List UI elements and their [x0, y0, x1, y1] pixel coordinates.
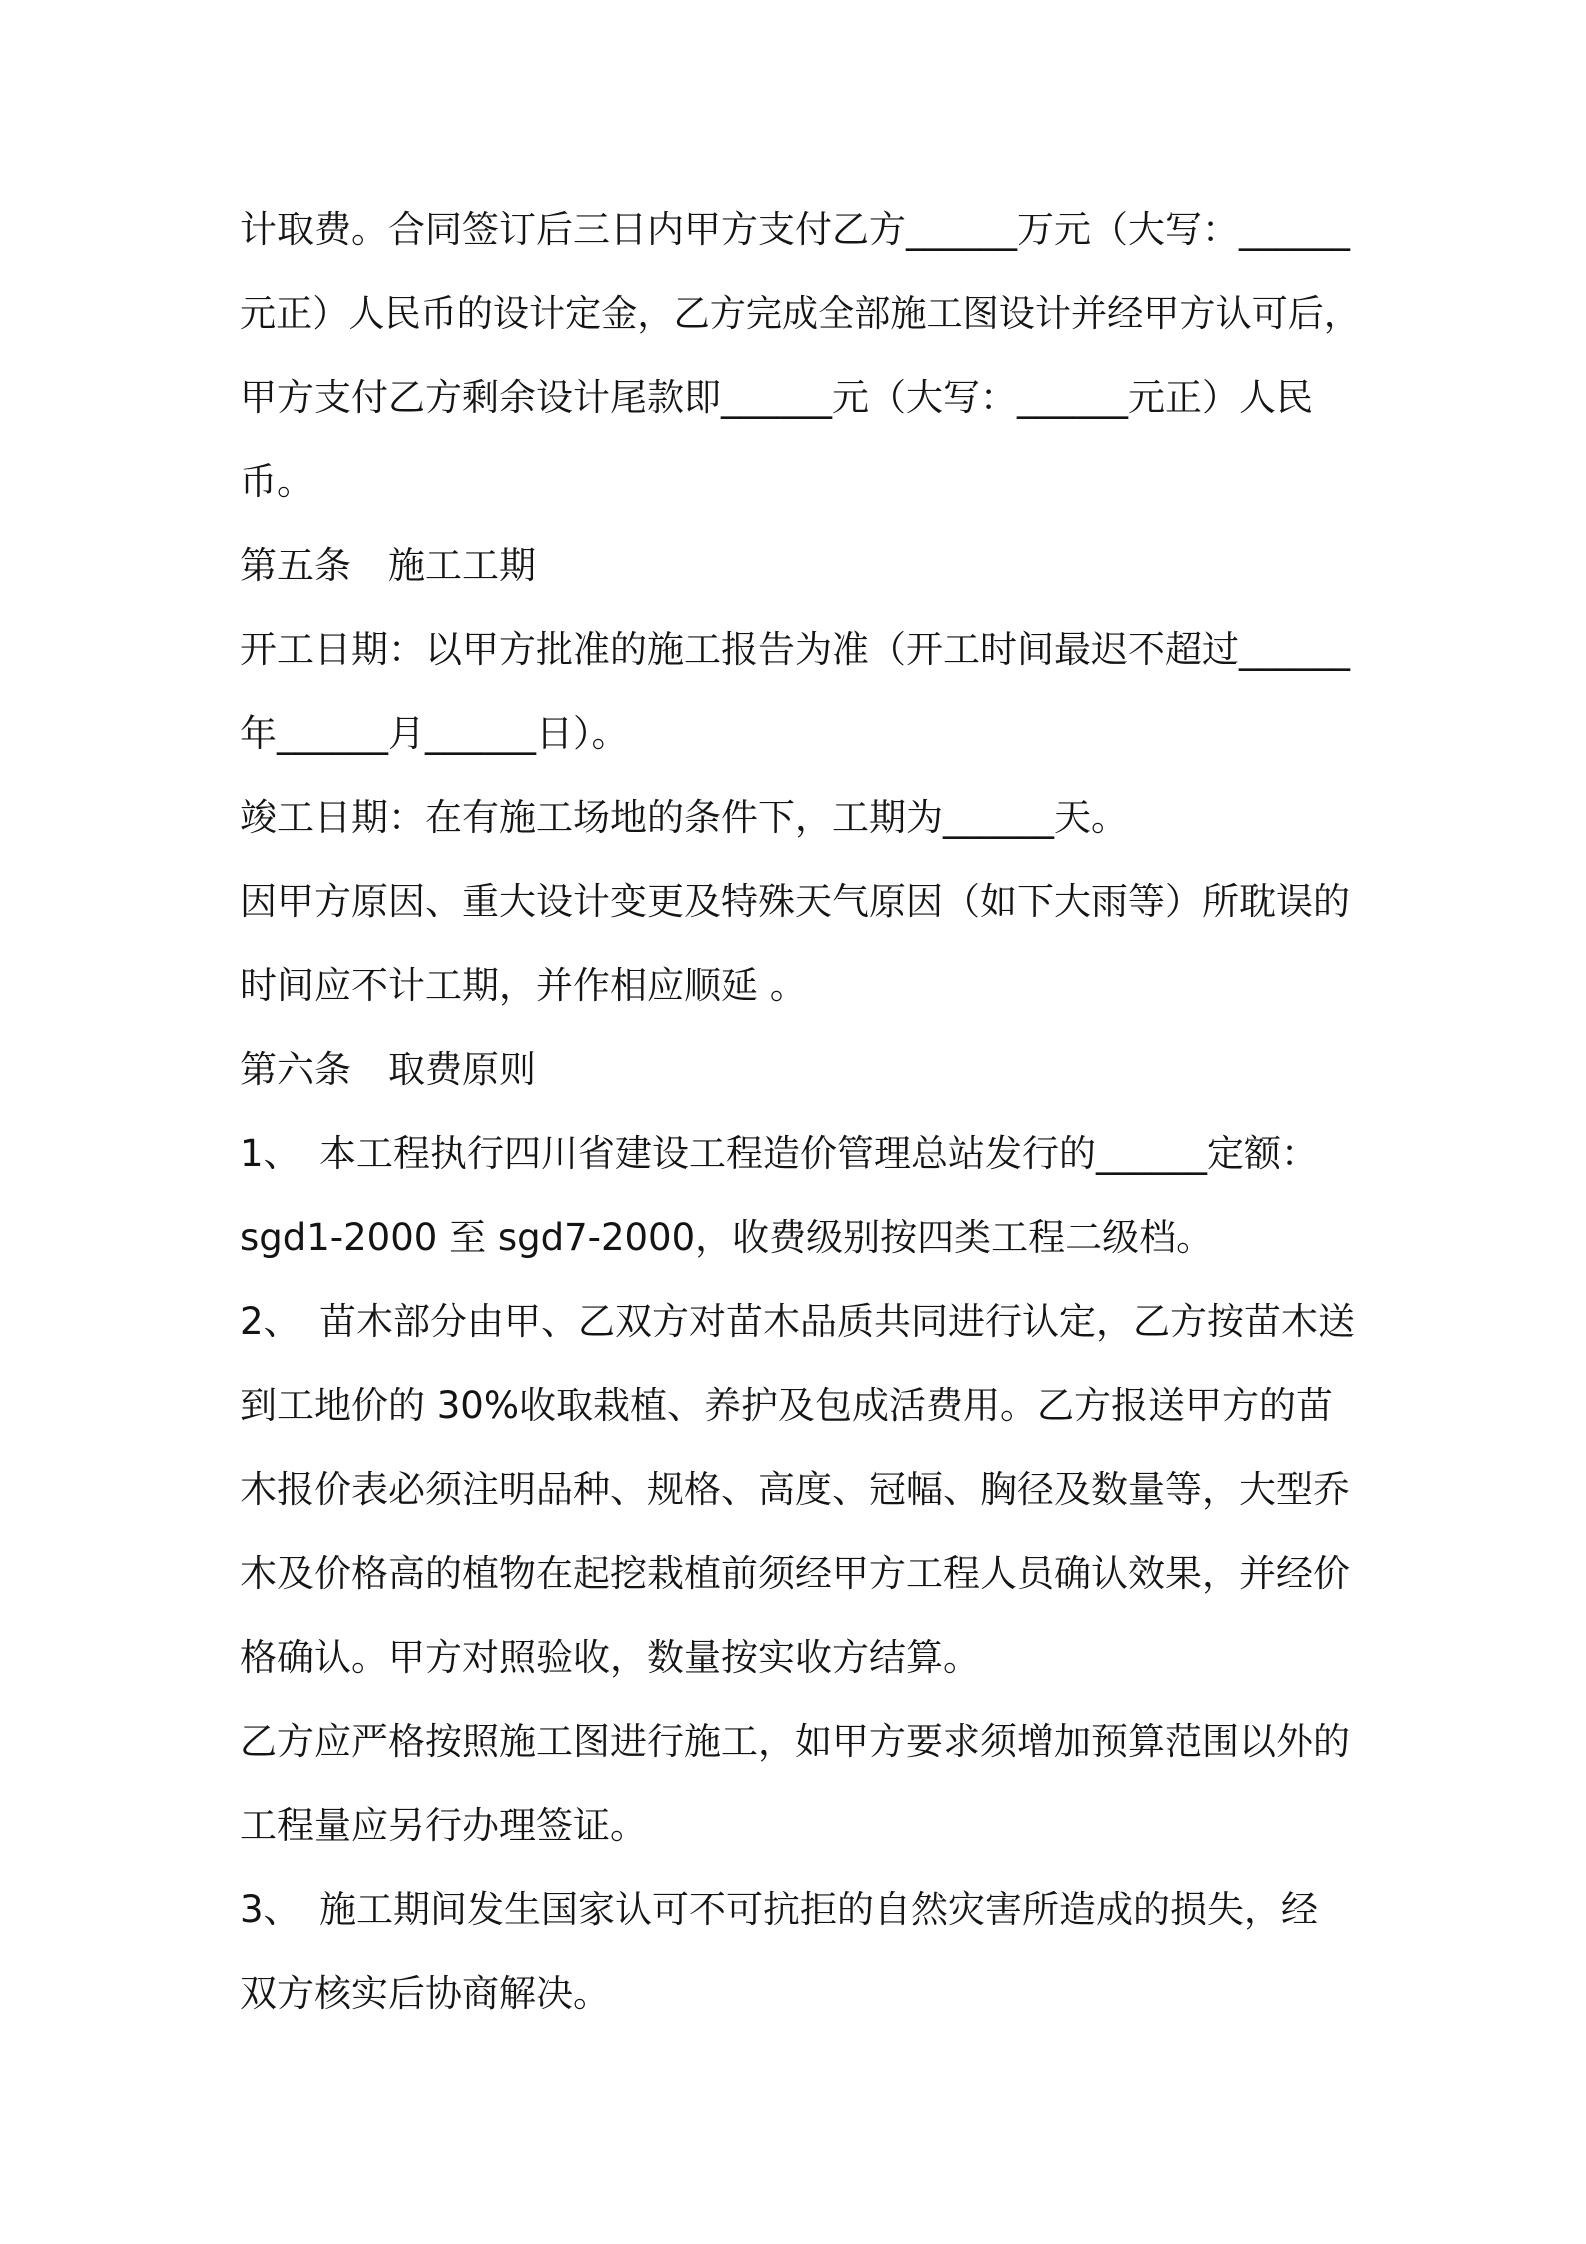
text-line: 币。 [240, 460, 314, 503]
text-line: sgd1-2000 至 sgd7-2000，收费级别按四类工程二级档。 [240, 1216, 1214, 1259]
text-line: 到工地价的 30%收取栽植、养护及包成活费用。乙方报送甲方的苗 [240, 1384, 1333, 1427]
text-line: 年______月______日）。 [240, 712, 629, 755]
text-line: 竣工日期：在有施工场地的条件下，工期为______天。 [240, 796, 1128, 839]
text-line: 木报价表必须注明品种、规格、高度、冠幅、胸径及数量等，大型乔 [240, 1468, 1350, 1511]
text-line: 格确认。甲方对照验收，数量按实收方结算。 [240, 1636, 980, 1679]
list-item-text: 3、 施工期间发生国家认可不可抗拒的自然灾害所造成的损失，经 [240, 1888, 1319, 1931]
text-line: 计取费。合同签订后三日内甲方支付乙方______万元（大写：______ [240, 208, 1350, 251]
text-line: 甲方支付乙方剩余设计尾款即______元（大写：______元正）人民 [240, 376, 1313, 419]
text-line: 时间应不计工期，并作相应顺延 。 [240, 964, 807, 1007]
text-line: 元正）人民币的设计定金，乙方完成全部施工图设计并经甲方认可后， [240, 292, 1361, 335]
text-line: 乙方应严格按照施工图进行施工，如甲方要求须增加预算范围以外的 [240, 1720, 1350, 1763]
list-item-text: 2、 苗木部分由甲、乙双方对苗木品质共同进行认定，乙方按苗木送 [240, 1300, 1356, 1343]
section-heading: 第六条 取费原则 [240, 1048, 536, 1091]
text-line: 木及价格高的植物在起挖栽植前须经甲方工程人员确认效果，并经价 [240, 1552, 1350, 1595]
text-line: 工程量应另行办理签证。 [240, 1804, 647, 1847]
text-line: 因甲方原因、重大设计变更及特殊天气原因（如下大雨等）所耽误的 [240, 880, 1350, 923]
document-body [240, 188, 1360, 2036]
list-item-text: 1、 本工程执行四川省建设工程造价管理总站发行的______定额： [240, 1132, 1319, 1175]
text-line: 双方核实后协商解决。 [240, 1972, 610, 2015]
text-line: 开工日期：以甲方批准的施工报告为准（开工时间最迟不超过______ [240, 628, 1350, 671]
section-heading: 第五条 施工工期 [240, 544, 536, 587]
